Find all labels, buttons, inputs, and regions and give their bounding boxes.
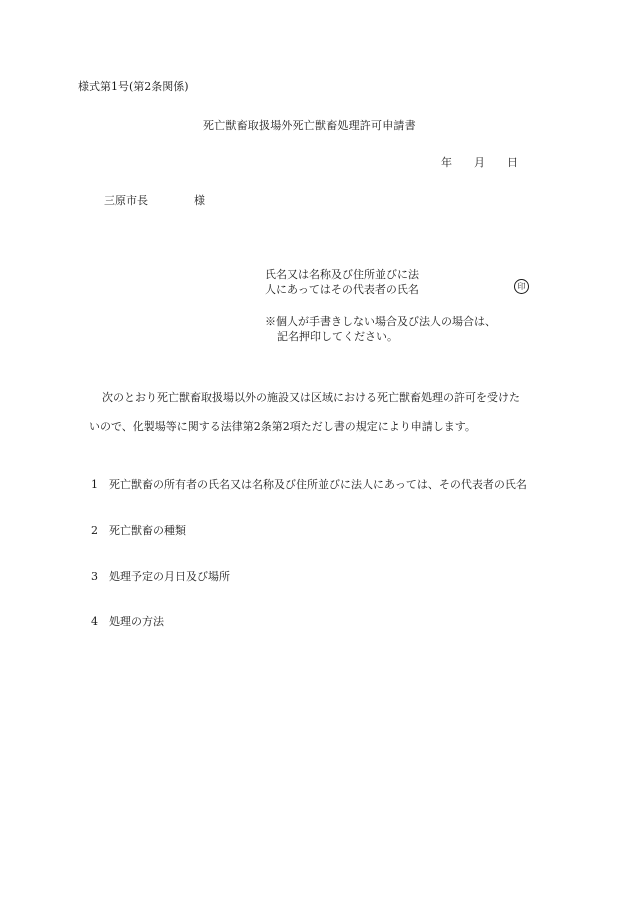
date-line — [441, 157, 518, 168]
item-number: 2 — [91, 524, 98, 537]
addressee-name: 三原市長 — [104, 194, 148, 207]
list-item — [91, 571, 230, 582]
item-number: 4 — [91, 615, 98, 628]
item-number: 1 — [91, 478, 98, 491]
body-text-line-2: いので、化製場等に関する法律第2条第2項ただし書の規定により申請します。 — [89, 420, 476, 433]
addressee — [104, 195, 205, 206]
list-item — [91, 616, 164, 627]
item-text: 処理予定の月日及び場所 — [109, 570, 230, 583]
list-item — [91, 525, 186, 536]
note-line-2: 記名押印してください。 — [277, 330, 398, 343]
item-text: 処理の方法 — [109, 615, 164, 628]
signature-note — [265, 314, 496, 344]
item-number: 3 — [91, 570, 98, 583]
body-text-line-1: 次のとおり死亡獣畜取扱場以外の施設又は区域における死亡獣畜処理の許可を受けた — [102, 391, 520, 404]
seal-mark: 印 — [514, 279, 529, 294]
applicant-label-line-2: 人にあってはその代表者の氏名 — [265, 283, 419, 296]
form-number: 様式第1号(第2条関係) — [78, 80, 189, 93]
item-text: 死亡獣畜の種類 — [109, 524, 186, 537]
year-label: 年 — [441, 156, 452, 169]
note-line-1: ※個人が手書きしない場合及び法人の場合は、 — [265, 315, 496, 328]
applicant-name-label — [265, 267, 419, 297]
document-title: 死亡獣畜取扱場外死亡獣畜処理許可申請書 — [203, 119, 416, 132]
applicant-label-line-1: 氏名又は名称及び住所並びに法 — [265, 268, 419, 281]
item-text: 死亡獣畜の所有者の氏名又は名称及び住所並びに法人にあっては、その代表者の氏名 — [109, 478, 527, 491]
addressee-honorific: 様 — [194, 194, 205, 207]
day-label: 日 — [507, 156, 518, 169]
list-item — [91, 479, 527, 490]
month-label: 月 — [474, 156, 485, 169]
